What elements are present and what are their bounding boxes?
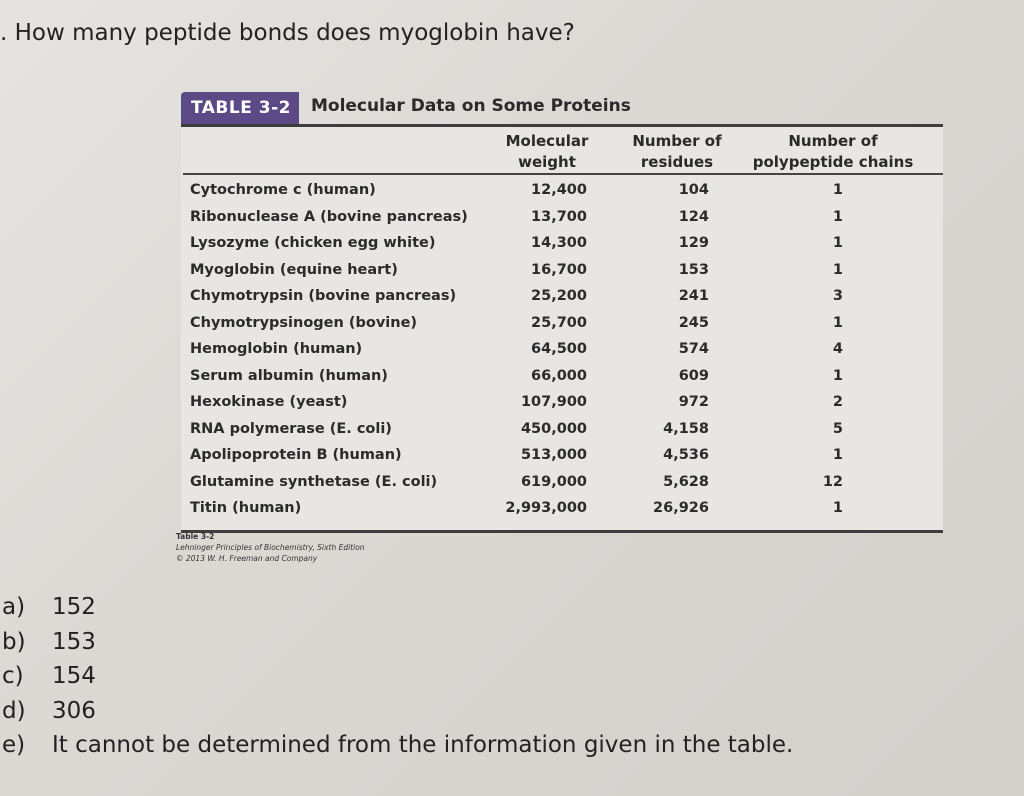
source-line1: Table 3-2 — [176, 532, 215, 541]
protein-name: Chymotrypsin (bovine pancreas) — [190, 288, 457, 304]
molecular-weight: 25,200 — [531, 288, 587, 304]
residue-count: 241 — [678, 288, 709, 304]
residue-count: 4,536 — [663, 447, 709, 463]
residue-count: 129 — [678, 235, 709, 251]
residue-count: 153 — [678, 261, 709, 278]
option-text: 154 — [52, 663, 96, 689]
table-row — [181, 444, 943, 471]
chain-count: 1 — [832, 367, 843, 384]
option-text: 153 — [52, 628, 96, 655]
table-badge: TABLE 3-2 — [181, 92, 299, 124]
protein-name: RNA polymerase (E. coli) — [190, 420, 392, 437]
molecular-weight: 450,000 — [520, 420, 587, 437]
molecular-weight: 619,000 — [520, 473, 587, 490]
source-line3: © 2013 W. H. Freeman and Company — [176, 554, 318, 563]
option-text: 152 — [52, 594, 96, 620]
option-label: e) — [2, 732, 26, 758]
table-row — [181, 312, 943, 339]
table-body — [181, 124, 943, 533]
protein-name: Cytochrome c (human) — [190, 182, 376, 198]
header-molecular-weight — [491, 131, 603, 173]
molecular-weight: 13,700 — [531, 208, 587, 225]
molecular-weight: 12,400 — [531, 182, 587, 198]
option-label: c) — [2, 663, 24, 689]
table-row — [181, 179, 943, 206]
molecular-weight: 66,000 — [531, 367, 587, 384]
chain-count: 1 — [832, 500, 843, 516]
option-label: b) — [2, 628, 26, 655]
chain-count: 1 — [832, 235, 843, 251]
chain-count: 1 — [832, 182, 843, 198]
chain-count: 3 — [832, 288, 843, 304]
protein-name: Hexokinase (yeast) — [190, 394, 348, 410]
header-mw-line1: Molecular — [505, 132, 589, 150]
table-row — [181, 259, 943, 286]
chain-count: 1 — [832, 261, 843, 278]
header-ch-line2: polypeptide chains — [752, 153, 914, 171]
table-source-credit — [176, 531, 365, 564]
question-text: . How many peptide bonds does myoglobin have? — [0, 20, 575, 46]
protein-name: Hemoglobin (human) — [190, 341, 363, 357]
chain-count: 1 — [832, 447, 843, 463]
residue-count: 609 — [678, 367, 709, 384]
header-res-line2: residues — [640, 153, 714, 171]
table-row — [181, 285, 943, 312]
table-title-row — [181, 88, 943, 124]
source-line2: Lehninger Principles of Biochemistry, Sixth Edition — [176, 543, 365, 552]
answer-option — [0, 627, 793, 662]
chain-count: 5 — [832, 420, 843, 437]
table-row — [181, 391, 943, 418]
chain-count: 1 — [832, 314, 843, 331]
table-row — [181, 418, 943, 445]
table-row — [181, 497, 943, 524]
protein-name: Titin (human) — [190, 500, 302, 516]
answer-option — [0, 592, 793, 627]
protein-name: Apolipoprotein B (human) — [190, 447, 402, 463]
table-row — [181, 338, 943, 365]
table-row — [181, 232, 943, 259]
header-ch-line1: Number of — [788, 132, 878, 150]
answer-options — [0, 592, 793, 765]
chain-count: 4 — [832, 341, 843, 357]
answer-option — [0, 730, 793, 765]
protein-name: Glutamine synthetase (E. coli) — [190, 473, 438, 490]
residue-count: 26,926 — [653, 500, 709, 516]
answer-option — [0, 696, 793, 731]
residue-count: 4,158 — [663, 420, 709, 437]
table-header — [183, 127, 943, 175]
molecular-weight: 513,000 — [520, 447, 587, 463]
protein-name: Ribonuclease A (bovine pancreas) — [190, 208, 468, 225]
option-text: 306 — [52, 697, 96, 724]
residue-count: 245 — [678, 314, 709, 331]
answer-option — [0, 661, 793, 696]
molecular-weight: 107,900 — [520, 394, 587, 410]
option-label: d) — [2, 697, 26, 724]
table-row — [181, 206, 943, 233]
molecular-weight: 16,700 — [531, 261, 587, 278]
residue-count: 124 — [678, 208, 709, 225]
chain-count: 2 — [832, 394, 843, 410]
table-title: Molecular Data on Some Proteins — [310, 96, 631, 116]
protein-name: Myoglobin (equine heart) — [190, 261, 398, 278]
residue-count: 5,628 — [663, 473, 709, 490]
protein-name: Chymotrypsinogen (bovine) — [190, 314, 418, 331]
chain-count: 1 — [832, 208, 843, 225]
molecular-weight: 14,300 — [531, 235, 587, 251]
chain-count: 12 — [822, 473, 843, 490]
table-row — [181, 365, 943, 392]
protein-name: Lysozyme (chicken egg white) — [190, 235, 436, 251]
header-residues — [621, 131, 733, 173]
header-res-line1: Number of — [632, 132, 722, 150]
molecular-weight: 25,700 — [531, 314, 587, 331]
table-rows — [181, 175, 943, 530]
residue-count: 104 — [678, 182, 709, 198]
molecular-weight: 2,993,000 — [505, 500, 587, 516]
molecular-weight: 64,500 — [531, 341, 587, 357]
header-mw-line2: weight — [518, 153, 576, 171]
option-text: It cannot be determined from the information given in the table. — [52, 732, 794, 758]
option-label: a) — [2, 594, 26, 620]
table-row — [181, 471, 943, 498]
header-chains — [743, 131, 923, 173]
residue-count: 972 — [678, 394, 709, 410]
residue-count: 574 — [678, 341, 709, 357]
protein-data-table — [181, 88, 943, 533]
protein-name: Serum albumin (human) — [190, 367, 388, 384]
